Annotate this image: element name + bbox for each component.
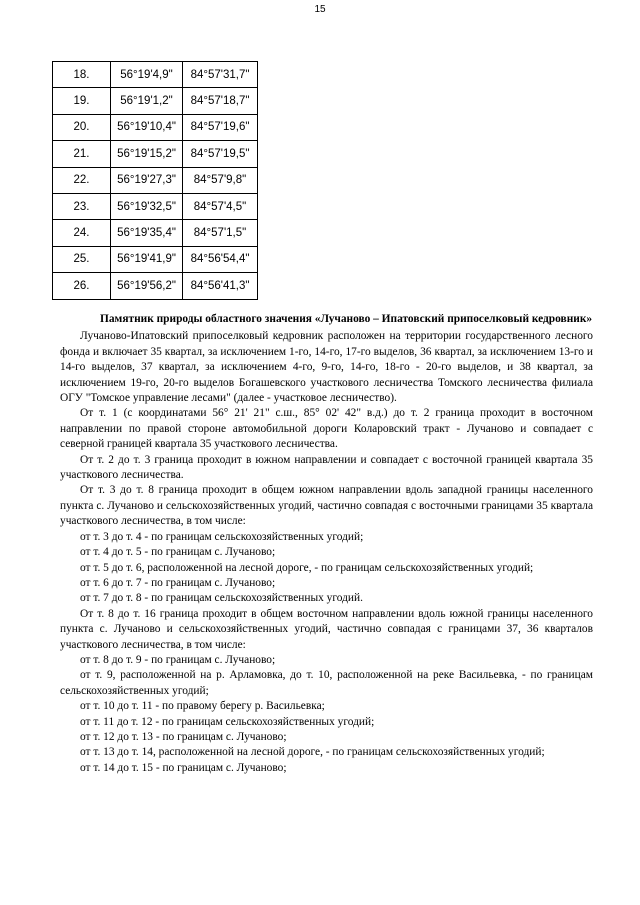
latitude-cell: 56°19'56,2"	[111, 273, 183, 299]
table-row	[53, 88, 258, 114]
longitude-cell: 84°57'31,7"	[183, 62, 258, 88]
longitude-cell: 84°57'19,6"	[183, 114, 258, 140]
longitude-cell: 84°57'9,8"	[183, 167, 258, 193]
paragraph: От т. 3 до т. 8 граница проходит в общем южном направлении вдоль западной границы населенного пункта с. Лучаново и сельскохозяйственных угодий, частично совпадая с восточными границами 35 квартала участкового лесничества, в том числе:	[60, 484, 593, 528]
table-row	[53, 193, 258, 219]
longitude-cell: 84°57'4,5"	[183, 193, 258, 219]
paragraph: от т. 13 до т. 14, расположенной на лесной дороге, - по границам сельскохозяйственных угодий;	[80, 746, 545, 759]
table-row	[53, 220, 258, 246]
table-row	[53, 273, 258, 299]
paragraph: от т. 6 до т. 7 - по границам с. Лучаново;	[80, 576, 276, 589]
paragraph: от т. 10 до т. 11 - по правому берегу р. Васильевка;	[80, 700, 325, 713]
paragraph: от т. 5 до т. 6, расположенной на лесной дороге, - по границам сельскохозяйственных угодий;	[80, 561, 534, 574]
latitude-cell: 56°19'15,2"	[111, 141, 183, 167]
latitude-cell: 56°19'27,3"	[111, 167, 183, 193]
paragraph: От т. 8 до т. 16 граница проходит в общем восточном направлении вдоль южной границы населенного пункта с. Лучаново и сельскохозяйственных угодий, частично совпадая с границами 37, 36 кварталов участкового лесничества, в том числе:	[60, 607, 593, 651]
point-number-cell: 19.	[53, 88, 111, 114]
point-number-cell: 18.	[53, 62, 111, 88]
longitude-cell: 84°57'18,7"	[183, 88, 258, 114]
paragraph: от т. 9, расположенной на р. Арламовка, до т. 10, расположенной на реке Васильевка, - по границам сельскохозяйственных угодий;	[60, 669, 593, 697]
paragraph: от т. 14 до т. 15 - по границам с. Лучаново;	[80, 761, 287, 774]
paragraph: От т. 2 до т. 3 граница проходит в южном направлении и совпадает с восточной границей квартала 35 участкового лесничества.	[60, 453, 593, 482]
latitude-cell: 56°19'35,4"	[111, 220, 183, 246]
latitude-cell: 56°19'4,9"	[111, 62, 183, 88]
table-row	[53, 62, 258, 88]
paragraph: от т. 7 до т. 8 - по границам сельскохозяйственных угодий.	[80, 592, 363, 605]
latitude-cell: 56°19'41,9"	[111, 246, 183, 272]
coordinates-table	[52, 61, 258, 300]
latitude-cell: 56°19'32,5"	[111, 193, 183, 219]
paragraph: от т. 12 до т. 13 - по границам с. Лучаново;	[80, 730, 287, 743]
document-body	[60, 312, 593, 776]
longitude-cell: 84°56'41,3"	[183, 273, 258, 299]
paragraph: Лучаново-Ипатовский припоселковый кедровник расположен на территории государственного лесного фонда и включает 35 квартал, за исключением 1-го, 14-го, 17-го выделов, 36 квартал, за исключением 13-го и 14-го выделов, 37 квартал, за исключением 4-го, 9-го, 14-го, 18-го - 20-го выделов, и 38 квартал, за исключением 19-го, 20-го выделов Богашевского участкового лесничества Томского лесничества филиала ОГУ "Томское управление лесами" (далее - участковое лесничество).	[60, 330, 593, 405]
longitude-cell: 84°57'19,5"	[183, 141, 258, 167]
point-number-cell: 22.	[53, 167, 111, 193]
point-number-cell: 26.	[53, 273, 111, 299]
point-number-cell: 25.	[53, 246, 111, 272]
longitude-cell: 84°56'54,4"	[183, 246, 258, 272]
paragraph: от т. 4 до т. 5 - по границам с. Лучаново;	[80, 546, 276, 559]
paragraph: от т. 8 до т. 9 - по границам с. Лучаново;	[80, 653, 276, 666]
longitude-cell: 84°57'1,5"	[183, 220, 258, 246]
paragraphs	[60, 329, 593, 776]
point-number-cell: 23.	[53, 193, 111, 219]
table-row	[53, 114, 258, 140]
table-row	[53, 167, 258, 193]
point-number-cell: 21.	[53, 141, 111, 167]
latitude-cell: 56°19'1,2"	[111, 88, 183, 114]
paragraph: от т. 11 до т. 12 - по границам сельскохозяйственных угодий;	[80, 715, 375, 728]
paragraph: От т. 1 (с координатами 56° 21' 21" с.ш., 85° 02' 42" в.д.) до т. 2 граница проходит в восточном направлении по правой стороне автомобильной дороги Коларовский тракт - Лучаново и совпадает с северной границей квартала 35 участкового лесничества.	[60, 407, 593, 451]
table-row	[53, 246, 258, 272]
page-number: 15	[314, 4, 326, 15]
point-number-cell: 20.	[53, 114, 111, 140]
latitude-cell: 56°19'10,4"	[111, 114, 183, 140]
paragraph: от т. 3 до т. 4 - по границам сельскохозяйственных угодий;	[80, 530, 364, 543]
point-number-cell: 24.	[53, 220, 111, 246]
section-heading: Памятник природы областного значения «Лучаново – Ипатовский припоселковый кедровник»	[100, 313, 593, 325]
table-row	[53, 141, 258, 167]
